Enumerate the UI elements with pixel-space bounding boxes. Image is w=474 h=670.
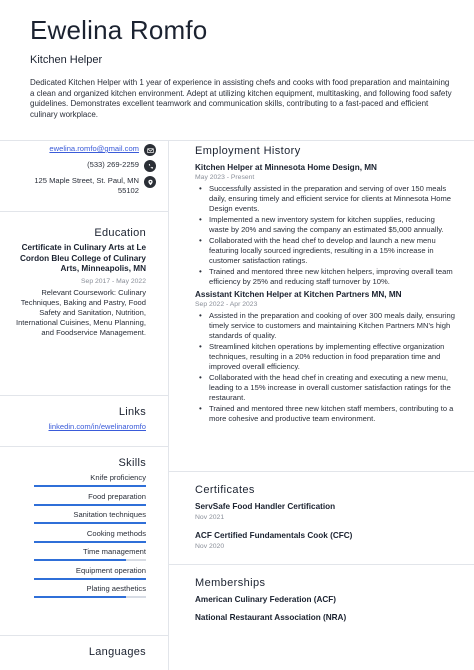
employment-title: Employment History xyxy=(195,145,301,157)
candidate-name: Ewelina Romfo xyxy=(30,15,208,45)
contact-email-row[interactable] xyxy=(6,144,156,156)
employment-section xyxy=(195,145,455,425)
profile-summary: Dedicated Kitchen Helper with 1 year of experience in assisting chefs and cooks with food preparation and maintaining a clean and organized kitchen environment. Adept at utilizing kitchen equipment, multitasking, and following food safety guidelines. Demonstrates excellent teamwork and communication skills, contributing to a fast-paced and efficient culinary workplace. xyxy=(30,78,452,119)
education-coursework: Relevant Coursework: Culinary Techniques, Baking and Pastry, Food Safety and Sanitation, Nutrition, International Cuisines, Menu Planning, and Foodservice Management. xyxy=(15,287,146,337)
email-link[interactable]: ewelina.romfo@gmail.com xyxy=(49,144,139,153)
languages-title: Languages xyxy=(88,646,146,658)
links-section xyxy=(6,406,146,431)
contact-address-row xyxy=(6,176,156,196)
skill-name: Sanitation techniques xyxy=(73,510,146,519)
skill-name: Cooking methods xyxy=(86,528,146,538)
contact-info xyxy=(6,144,156,200)
job-bullets xyxy=(195,184,455,287)
certificates-title: Certificates xyxy=(195,484,255,496)
divider xyxy=(0,635,168,636)
candidate-role: Kitchen Helper xyxy=(30,54,103,66)
certificates-section xyxy=(195,484,455,560)
skill-level-bar xyxy=(34,596,146,598)
divider xyxy=(168,564,474,565)
skills-title: Skills xyxy=(118,457,146,469)
skill-level-bar xyxy=(34,522,146,524)
job-bullet: • Trained and mentored three new kitchen helpers, improving overall team efficiency by 25% and reducing staff turnover by 10%. xyxy=(195,267,455,287)
memberships-section xyxy=(195,577,455,631)
job-bullet: • Streamlined kitchen operations by implementing effective organization techniques, resulting in a 20% reduction in food preparation time and improved overall efficiency. xyxy=(195,342,455,372)
jobs-list xyxy=(195,163,455,424)
divider xyxy=(168,140,474,141)
links-title: Links xyxy=(118,406,146,418)
divider xyxy=(0,211,168,212)
certificate-name: ServSafe Food Handler Certification xyxy=(195,502,336,511)
skill-name: Plating aesthetics xyxy=(86,584,146,593)
phone-icon xyxy=(144,160,156,172)
skill-item xyxy=(6,566,146,580)
education-dates: Sep 2017 - May 2022 xyxy=(81,277,146,285)
skill-level-bar xyxy=(34,578,146,580)
job-dates: Sep 2022 - Apr 2023 xyxy=(195,301,258,308)
resume-header xyxy=(30,14,454,120)
job-entry xyxy=(195,290,455,424)
skill-level-fill xyxy=(34,578,146,580)
skill-level-fill xyxy=(34,541,146,543)
skill-level-bar xyxy=(34,541,146,543)
linkedin-link[interactable]: linkedin.com/in/ewelinaromfo xyxy=(48,422,146,431)
languages-section xyxy=(6,646,146,662)
location-pin-icon xyxy=(144,176,156,188)
certificate-name: ACF Certified Fundamentals Cook (CFC) xyxy=(195,531,353,540)
education-title: Education xyxy=(94,227,146,239)
column-divider xyxy=(168,140,169,670)
job-bullet: • Collaborated with the head chef to develop and launch a new menu featuring locally sourced ingredients, resulting in a 15% increase in customer satisfaction ratings. xyxy=(195,236,455,266)
job-bullet: • Collaborated with the head chef in creating and executing a new menu, leading to a 15% increase in overall customer satisfaction ratings for the restaurant. xyxy=(195,373,455,403)
skill-level-fill xyxy=(34,504,146,506)
divider xyxy=(168,471,474,472)
skill-item xyxy=(6,492,146,506)
skill-level-fill xyxy=(34,596,126,598)
skill-level-bar xyxy=(34,504,146,506)
skill-item xyxy=(6,529,146,543)
memberships-title: Memberships xyxy=(195,577,266,589)
contact-phone-row xyxy=(6,160,156,172)
job-bullet: • Successfully assisted in the preparation and serving of over 150 meals daily, ensuring timely and efficient service for clients at Minnesota Home Design events. xyxy=(195,184,455,214)
divider xyxy=(0,446,168,447)
skills-section xyxy=(6,457,146,603)
skills-list xyxy=(6,473,146,598)
job-title: Assistant Kitchen Helper at Kitchen Partners MN, MN xyxy=(195,290,402,299)
education-degree: Certificate in Culinary Arts at Le Cordon Bleu College of Culinary Arts, Minneapolis, MN xyxy=(19,243,146,274)
certificate-date: Nov 2020 xyxy=(195,543,225,550)
skill-item xyxy=(6,473,146,487)
skill-level-bar xyxy=(34,559,146,561)
job-bullet: • Trained and mentored three new kitchen staff members, contributing to a more cohesive and productive team environment. xyxy=(195,404,455,424)
memberships-list xyxy=(195,595,455,622)
mail-icon xyxy=(144,144,156,156)
skill-item xyxy=(6,510,146,524)
job-bullet: • Assisted in the preparation and cooking of over 300 meals daily, ensuring timely service to customers and maintaining Kitchen Partners MN's high standards of quality. xyxy=(195,311,455,341)
phone-number: (533) 269-2259 xyxy=(87,160,139,169)
skill-name: Food preparation xyxy=(88,491,146,501)
certificate-date: Nov 2021 xyxy=(195,514,225,521)
certificates-list xyxy=(195,502,455,550)
job-bullet: • Implemented a new inventory system for kitchen supplies, reducing waste by 20% and saving the company an estimated $5,000 annually. xyxy=(195,215,455,235)
skill-level-fill xyxy=(34,522,146,524)
skill-name: Knife proficiency xyxy=(90,473,146,482)
skill-level-fill xyxy=(34,485,146,487)
job-entry xyxy=(195,163,455,287)
address: 125 Maple Street, St. Paul, MN 55102 xyxy=(34,176,139,195)
job-bullets xyxy=(195,311,455,424)
job-title: Kitchen Helper at Minnesota Home Design, MN xyxy=(195,163,377,172)
skill-item xyxy=(6,584,146,598)
skill-item xyxy=(6,547,146,561)
membership-item: American Culinary Federation (ACF) xyxy=(195,595,337,604)
education-section xyxy=(6,227,146,338)
divider xyxy=(0,395,168,396)
job-dates: May 2023 - Present xyxy=(195,174,255,181)
skill-level-bar xyxy=(34,485,146,487)
membership-item: National Restaurant Association (NRA) xyxy=(195,613,347,622)
skill-name: Time management xyxy=(82,547,146,556)
skill-name: Equipment operation xyxy=(75,565,146,575)
divider xyxy=(0,140,168,141)
skill-level-fill xyxy=(34,559,126,561)
